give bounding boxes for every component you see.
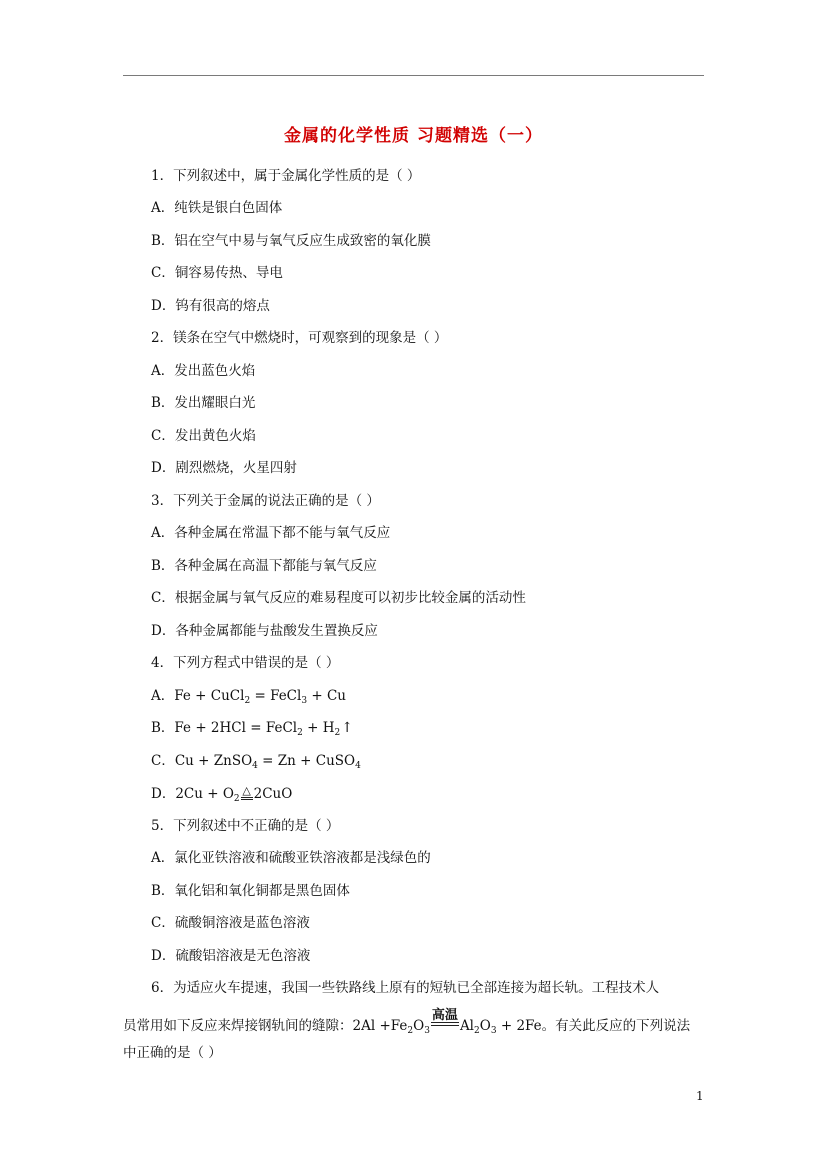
high-temperature-label: 高温: [431, 1008, 458, 1023]
equation-text: Cu + ZnSO: [174, 753, 253, 769]
question-5: 5．下列叙述中不正确的是（ ）: [151, 818, 340, 834]
q3-option-c: C．根据金属与氧气反应的难易程度可以初步比较金属的活动性: [151, 590, 526, 606]
subscript: 2: [233, 794, 240, 804]
q3-option-b: B．各种金属在高温下都能与氧气反应: [151, 558, 377, 574]
equation-text: O: [413, 1018, 425, 1034]
subscript: 4: [355, 761, 361, 771]
q4-option-b-label: B．: [151, 720, 175, 736]
page-number: 1: [696, 1089, 704, 1103]
page-title: 金属的化学性质 习题精选（一）: [284, 126, 543, 146]
q5-option-b: B．氧化铝和氧化铜都是黑色固体: [151, 883, 350, 899]
equation-text: = FeCl: [250, 688, 302, 704]
equation-text: Fe + 2HCl = FeCl: [174, 720, 298, 736]
equation-text: 员常用如下反应来焊接钢轨间的缝隙：2Al +Fe: [123, 1018, 408, 1034]
q3-option-a: A．各种金属在常温下都不能与氧气反应: [151, 525, 391, 541]
reaction-condition: [430, 1008, 460, 1036]
q4-option-c-label: C．: [151, 753, 175, 769]
question-6-line-2: [123, 1008, 691, 1036]
q1-option-b: B．铝在空气中易与氧气反应生成致密的氧化膜: [151, 233, 431, 249]
q2-option-a: A．发出蓝色火焰: [151, 363, 256, 379]
heating-condition: [240, 784, 254, 805]
q2-option-c: C．发出黄色火焰: [151, 428, 256, 444]
equation-text: Fe + CuCl: [174, 688, 245, 704]
subscript: 3: [301, 696, 308, 706]
q4-option-d-label: D．: [151, 786, 176, 802]
subscript: 3: [490, 1026, 497, 1036]
subscript: 2: [407, 1026, 414, 1036]
question-4: 4．下列方程式中错误的是（ ）: [151, 655, 340, 671]
q2-option-d: D．剧烈燃烧，火星四射: [151, 460, 297, 476]
equals-bar: [241, 797, 253, 800]
question-1: 1．下列叙述中，属于金属化学性质的是（ ）: [151, 168, 421, 184]
q1-option-d: D．钨有很高的熔点: [151, 298, 270, 314]
subscript: 2: [297, 728, 303, 738]
equation-text: 2Cu + O: [175, 786, 234, 802]
equation-text: + Cu: [307, 688, 346, 704]
q5-option-c: C．硫酸铜溶液是蓝色溶液: [151, 915, 310, 931]
header-rule: [123, 75, 704, 76]
equation-text: + 2Fe。有关此反应的下列说法: [496, 1018, 691, 1034]
q4-option-b: [151, 718, 353, 738]
question-6-line-3: 中正确的是（ ）: [123, 1045, 222, 1061]
subscript: 4: [252, 761, 258, 771]
q4-option-d: [151, 784, 292, 805]
q4-option-a: [151, 686, 346, 706]
subscript: 2: [334, 728, 341, 738]
q1-option-a: A．纯铁是银白色固体: [151, 200, 283, 216]
heat-triangle-icon: △: [242, 784, 251, 797]
q2-option-b: B．发出耀眼白光: [151, 395, 256, 411]
subscript: 2: [244, 696, 251, 706]
question-2: 2．镁条在空气中燃烧时，可观察到的现象是（ ）: [151, 330, 448, 346]
q4-option-a-label: A．: [151, 688, 175, 704]
subscript: 3: [424, 1026, 430, 1036]
q4-option-c: [151, 751, 361, 771]
question-3: 3．下列关于金属的说法正确的是（ ）: [151, 493, 380, 509]
gas-arrow-icon: ↑: [341, 720, 353, 736]
q5-option-d: D．硫酸铝溶液是无色溶液: [151, 948, 311, 964]
equation-text: = Zn + CuSO: [257, 753, 356, 769]
equation-text: 2CuO: [253, 786, 293, 802]
q5-option-a: A．氯化亚铁溶液和硫酸亚铁溶液都是浅绿色的: [151, 850, 431, 866]
question-6-line-1: 6．为适应火车提速，我国一些铁路线上原有的短轨已全部连接为超长轨。工程技术人: [151, 980, 660, 996]
q1-option-c: C．铜容易传热、导电: [151, 265, 283, 281]
q3-option-d: D．各种金属都能与盐酸发生置换反应: [151, 623, 378, 639]
subscript: 2: [474, 1026, 480, 1036]
equation-text: + H: [302, 720, 335, 736]
equation-text: Al: [459, 1018, 475, 1034]
equation-text: O: [479, 1018, 491, 1034]
